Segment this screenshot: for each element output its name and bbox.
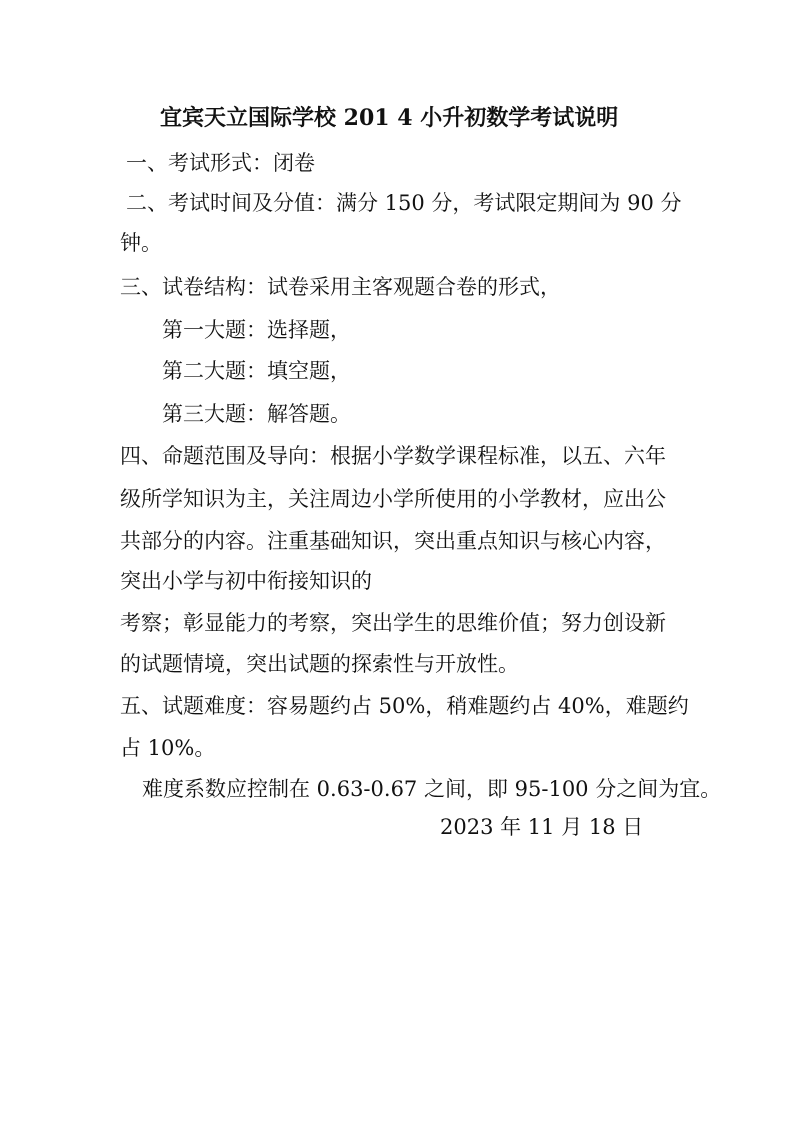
section-exam-time-cont: 钟。 — [120, 231, 162, 255]
section-scope-line-3: 共部分的内容。注重基础知识，突出重点知识与核心内容， — [120, 529, 666, 553]
question-type-1: 第一大题：选择题， — [162, 318, 351, 342]
document-date: 2023 年 11 月 18 日 — [440, 815, 644, 839]
section-scope-line-5: 考察；彰显能力的考察，突出学生的思维价值；努力创设新 — [120, 611, 666, 635]
section-scope-line-2: 级所学知识为主，关注周边小学所使用的小学教材，应出公 — [120, 487, 666, 511]
document-title: 宜宾天立国际学校 201 4 小升初数学考试说明 — [160, 105, 619, 131]
section-difficulty-line-2: 占 10%。 — [120, 736, 216, 760]
section-scope-line-4: 突出小学与初中衔接知识的 — [120, 569, 372, 593]
question-type-2: 第二大题：填空题， — [162, 359, 351, 383]
section-paper-structure: 三、试卷结构：试卷采用主客观题合卷的形式， — [120, 275, 561, 299]
section-exam-format: 一、考试形式：闭卷 — [126, 151, 315, 175]
section-difficulty-line-1: 五、试题难度：容易题约占 50%，稍难题约占 40%，难题约 — [120, 694, 689, 718]
section-scope-line-6: 的试题情境，突出试题的探索性与开放性。 — [120, 652, 519, 676]
question-type-3: 第三大题：解答题。 — [162, 402, 351, 426]
difficulty-coefficient: 难度系数应控制在 0.63-0.67 之间，即 95-100 分之间为宜。 — [142, 777, 722, 801]
section-scope-line-1: 四、命题范围及导向：根据小学数学课程标准，以五、六年 — [120, 444, 666, 468]
section-exam-time: 二、考试时间及分值：满分 150 分，考试限定期间为 90 分 — [126, 191, 682, 215]
